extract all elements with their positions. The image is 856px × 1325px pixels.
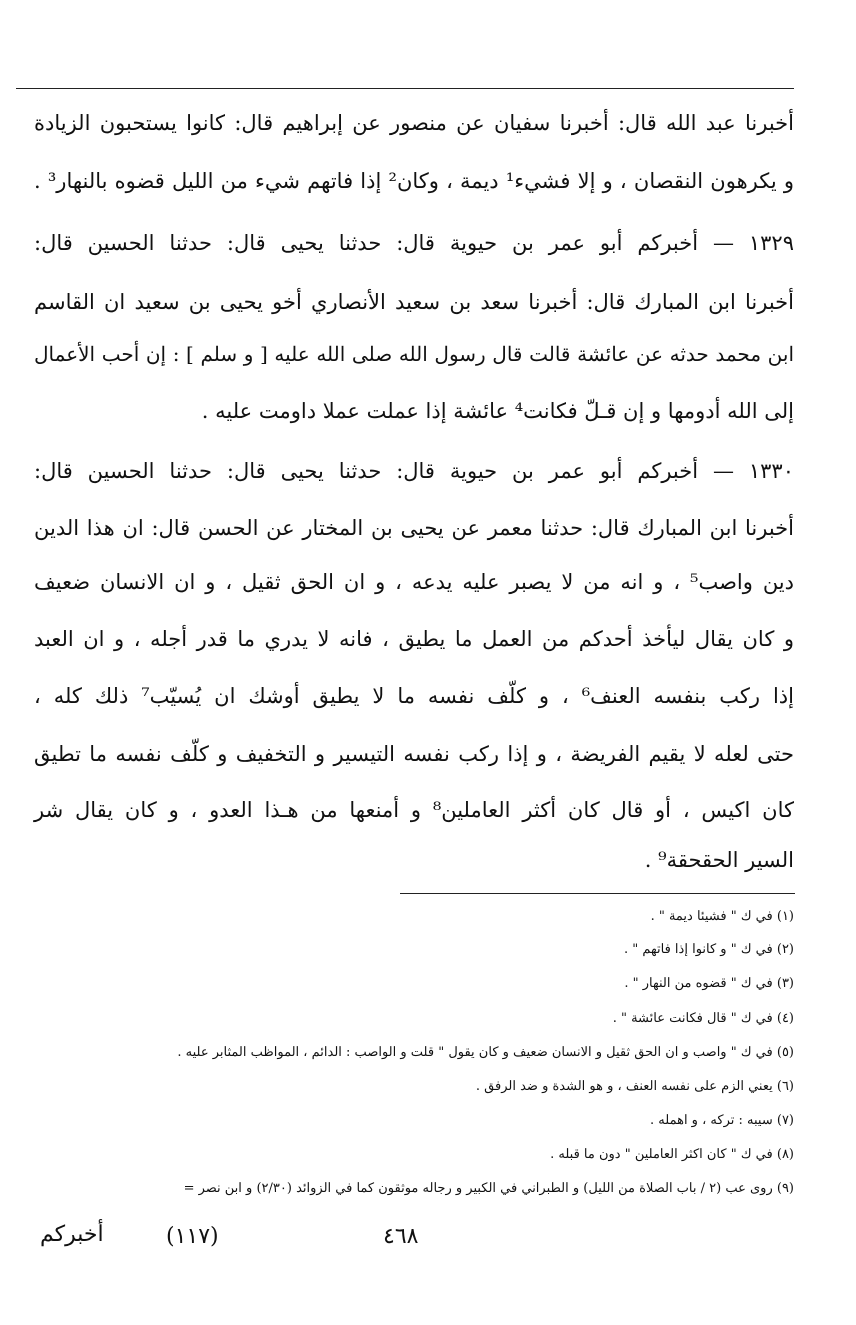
catchword: أخبركم bbox=[40, 1222, 104, 1247]
arabic-page-number: ٤٦٨ bbox=[383, 1224, 419, 1249]
text-line: أخبرنا ابن المبارك قال: حدثنا معمر عن يحيى بن المختار عن الحسن قال: ان هذا الدين bbox=[34, 516, 794, 540]
text-line: إذا ركب بنفسه العنف⁶ ، و كلّف نفسه ما لا يطيق أوشك ان يُسيّب⁷ ذلك كله ، bbox=[34, 684, 794, 708]
footnote: (٤) في ك " قال فكانت عائشة " . bbox=[612, 1011, 794, 1026]
text-line: دين واصب⁵ ، و انه من لا يصبر عليه يدعه ، و ان الحق ثقيل ، و ان الانسان ضعيف bbox=[34, 570, 795, 594]
text-line: ١٣٣٠ — أخبركم أبو عمر بن حيوية قال: حدثنا يحيى قال: حدثنا الحسين قال: bbox=[34, 459, 794, 483]
top-rule bbox=[16, 88, 794, 89]
text-line: و يكرهون النقصان ، و إلا فشيء¹ ديمة ، وكان² إذا فاتهم شيء من الليل قضوه بالنهار³ . bbox=[34, 169, 795, 193]
page-number: (١١٧) bbox=[166, 1224, 219, 1249]
footnote: (٨) في ك " كان اكثر العاملين " دون ما قبله . bbox=[550, 1147, 794, 1162]
footnote: (٥) في ك " واصب و ان الحق ثقيل و الانسان ضعيف و كان يقول " قلت و الواصب : الدائم ، المواظب المثابر عليه . bbox=[177, 1045, 794, 1060]
text-line: أخبرنا عبد الله قال: أخبرنا سفيان عن منصور عن إبراهيم قال: كانوا يستحبون الزيادة bbox=[34, 111, 794, 135]
text-line: كان اكيس ، أو قال كان أكثر العاملين⁸ و أمنعها من هـذا العدو ، و كان يقال شر bbox=[34, 798, 795, 822]
footnote: (١) في ك " فشيئا ديمة " . bbox=[650, 909, 794, 924]
footnote: (٩) روى عب (٢ / باب الصلاة من الليل) و الطبراني في الكبير و رجاله موثقون كما في الزوائد (٢/٣٠) و ابن نصر = bbox=[183, 1181, 794, 1196]
footnote: (٢) في ك " و كانوا إذا فاتهم " . bbox=[623, 942, 794, 957]
text-line: إلى الله أدومها و إن قـلّ فكانت⁴ عائشة إذا عملت عملا داومت عليه . bbox=[201, 399, 794, 423]
footnote: (٦) يعني الزم على نفسه العنف ، و هو الشدة و ضد الرفق . bbox=[475, 1079, 794, 1094]
text-line: حتى لعله لا يقيم الفريضة ، و إذا ركب نفسه التيسير و التخفيف و كلّف نفسه ما تطيق bbox=[34, 742, 794, 766]
text-line: أخبرنا ابن المبارك قال: أخبرنا سعد بن سعيد الأنصاري أخو يحيى بن سعيد ان القاسم bbox=[34, 290, 794, 314]
footnote: (٧) سيبه : تركه ، و اهمله . bbox=[650, 1113, 794, 1128]
footnote-rule bbox=[400, 893, 795, 894]
text-line: ابن محمد حدثه عن عائشة قالت قال رسول الله صلى الله عليه [ و سلم ] : إن أحب الأعمال bbox=[34, 342, 794, 366]
footnote: (٣) في ك " قضوه من النهار " . bbox=[624, 976, 794, 991]
text-line: ١٣٢٩ — أخبركم أبو عمر بن حيوية قال: حدثنا يحيى قال: حدثنا الحسين قال: bbox=[34, 231, 794, 255]
text-line: السير الحقحقة⁹ . bbox=[644, 848, 794, 872]
text-line: و كان يقال ليأخذ أحدكم من العمل ما يطيق ، فانه لا يدري ما قدر أجله ، و ان العبد bbox=[34, 627, 794, 651]
